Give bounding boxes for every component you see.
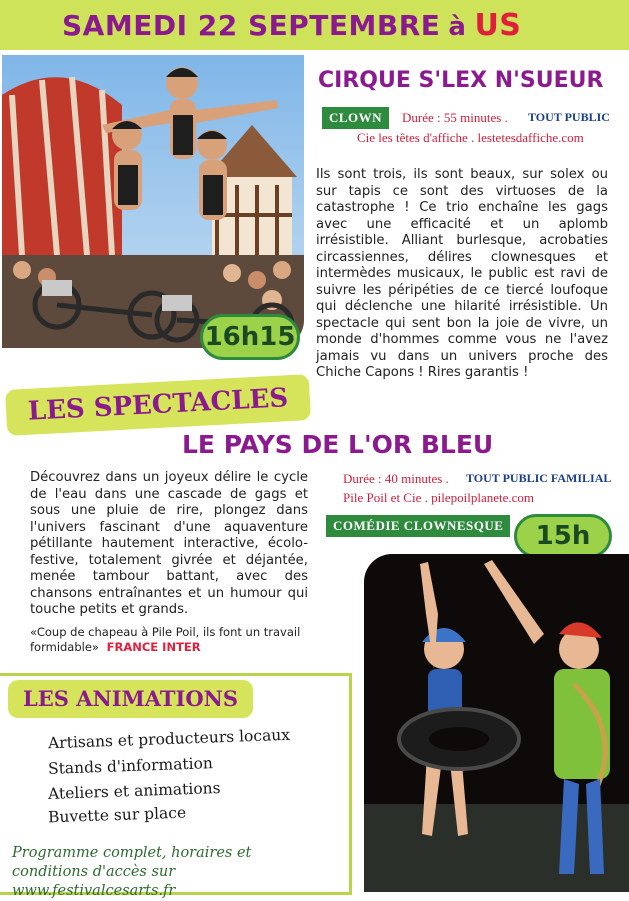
show2-duration: Durée : 40 minutes . (343, 471, 449, 486)
show1-duration: Durée : 55 minutes . (402, 110, 508, 125)
show2-quote-block (30, 625, 320, 655)
show2-quote: «Coup de chapeau à Pile Poil, ils font un travail formidable» (30, 625, 301, 654)
show2-company: Pile Poil et Cie . pilepoilplanete.com (343, 490, 534, 505)
clown-photo (364, 554, 629, 892)
header-title (62, 8, 521, 43)
show2-description: Découvrez dans un joyeux délire le cycle de l'eau dans une cascade de gags et sous une pluie de rire, plongez dans l'univers fascinant d'une aquaventure pétillante hautement interactive, écolo-festive, totalement givrée et déjantée, menée tambour battant, avec des chansons entraînantes et un humour qui touche petits et grands. (30, 470, 308, 617)
animation-item: Buvette sur place (47, 803, 187, 827)
show1-description: Ils sont trois, ils sont beaux, sur solex ou sur tapis ce sont des virtuoses de la catastrophe ! Ce trio enchaîne les gags avec une efficacité et un aplomb irrésistible. Alliant burlesque, acrobaties circassiennes, délires clownesques et intermèdes musicaux, le public est ravi de suivre les péripéties de ce tiercé loufoque qui déclenche une hilarité irrésistible. Un spectacle qui sent bon la joie de vivre, un monde d'hommes comme vous ne l'avez jamais vu dans un univers proche des Chiche Capons ! Rires garantis ! (316, 167, 608, 380)
show1-company: Cie les têtes d'affiche . lestetesdaffiche.com (357, 130, 584, 145)
circus-photo (2, 55, 304, 348)
animation-item: Artisans et producteurs locaux (47, 725, 291, 753)
show1-title: CIRQUE S'LEX N'SUEUR (318, 68, 604, 93)
show1-tag: CLOWN (322, 107, 389, 129)
clown-photo-illustration (364, 554, 629, 892)
header-a: à (448, 12, 467, 42)
spectacles-banner: LES SPECTACLES (5, 374, 311, 436)
show2-title: LE PAYS DE L'OR BLEU (182, 430, 494, 459)
show1-audience: TOUT PUBLIC (528, 110, 610, 124)
show2-tag: COMÉDIE CLOWNESQUE (326, 515, 510, 537)
circus-photo-illustration (2, 55, 304, 348)
time-badge-show2: 15h (514, 514, 612, 558)
show2-audience: TOUT PUBLIC FAMILIAL (466, 471, 612, 485)
header-day: SAMEDI 22 SEPTEMBRE (62, 9, 441, 42)
show2-quote-source: FRANCE INTER (106, 640, 201, 654)
header-bar (0, 0, 629, 50)
animations-footer: Programme complet, horaires et conditions d'accès sur www.festivalcesarts.fr (12, 845, 252, 899)
animation-item: Ateliers et animations (47, 778, 221, 804)
animation-item: Stands d'information (47, 754, 214, 778)
time-badge-show1: 16h15 (200, 314, 300, 360)
header-place: US (474, 8, 522, 43)
animations-title: LES ANIMATIONS (8, 680, 253, 718)
